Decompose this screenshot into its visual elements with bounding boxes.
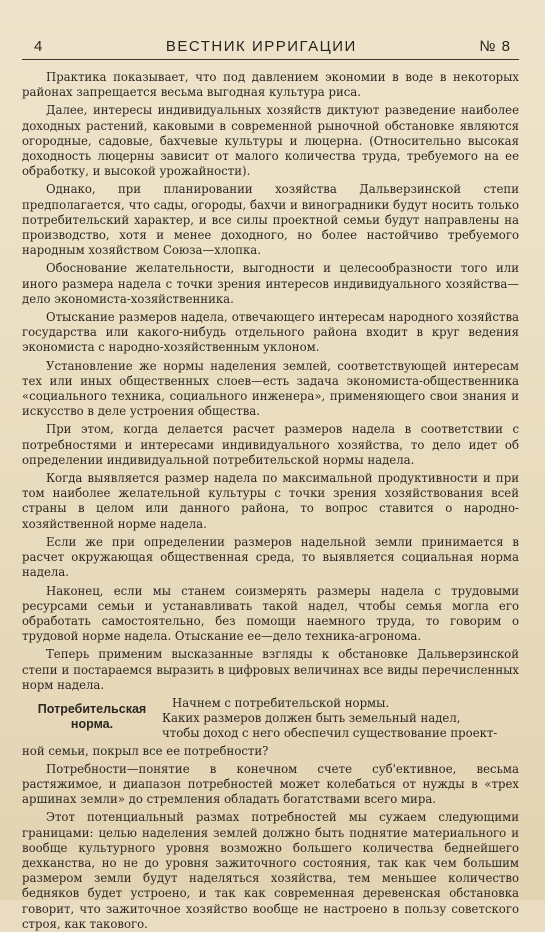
paragraph: Отыскание размеров надела, отвечающего интересам народного хозяйства государства или какого-нибудь отдельного района входит в круг ведения экономиста с народно-хозяйственным уклоном. (22, 310, 519, 355)
issue-number: № 8 (479, 38, 511, 55)
section-continuation (22, 744, 519, 932)
paragraph: Теперь применим высказанные взгляды к обстановке Дальверзинской степи и постараемся выразить в цифровых величинах все виды перечисленных норм надела. (22, 647, 519, 692)
paragraph: Далее, интересы индивидуальных хозяйств диктуют разведение наиболее доходных растений, каковыми в современной рыночной обстановке являются огородные, садовые, бахчевые культуры и люцерна. (Относительно высокая доходность люцерны зависит от малого количества труда, требуемого на ее обработку, и высокой урожайности). (22, 103, 519, 179)
paragraph: Однако, при планировании хозяйства Дальверзинской степи предполагается, что сады, огороды, бахчи и виноградники будут носить только потребительский характер, и все силы проектной семьи будут направлены на производство, хотя и менее доходного, но более настойчиво требуемого народным хозяйством Союза—хлопка. (22, 182, 519, 258)
side-line: Начнем с потребительской нормы. (172, 695, 390, 710)
page-number: 4 (34, 38, 44, 55)
paragraph: Этот потенциальный размах потребностей мы сужаем следующими границами: целью наделения землей должно быть поднятие материального и вообще культурного уровня возможно большего количества беднейшего дехканства, но не до уровня зажиточного состояния, так как чем большим размером земли будут наделяться хозяйства, тем меньшее количество бедняков будет устроено, и так как современная деревенская обстановка говорит, что зажиточное хозяйство вообще не настроено в пользу советского строя, как такового. (22, 810, 519, 931)
article-body (22, 70, 519, 932)
paragraph: Если же при определении размеров надельной земли принимается в расчет окружающая общественная среда, то выявляется социальная норма надела. (22, 534, 519, 580)
page-header (22, 38, 519, 60)
journal-title: ВЕСТНИК ИРРИГАЦИИ (165, 38, 357, 55)
section-consumer-norm (22, 696, 519, 742)
paragraph: Обоснование желательности, выгодности и целесообразности того или иного размера надела с точки зрения интересов индивидуального хозяйства—дело экономиста-хозяйственника. (22, 261, 519, 306)
side-line: чтобы доход с него обеспечил существование проект- (162, 726, 498, 741)
paragraph: Когда выявляется размер надела по максимальной продуктивности и при том наиболее желательной культуры с точки зрения хозяйствования всей страны в целом или данного района, то вопрос ставится о народно-хозяйственной норме надела. (22, 471, 519, 531)
paragraph: Потребности—понятие в конечном счете суб'ективное, весьма растяжимое, и диапазон потребностей может колебаться от нужды в «трех аршинах земли» до стремления обладать богатствами всего мира. (22, 761, 519, 807)
paragraph: Практика показывает, что под давлением экономии в воде в некоторых районах запрещается весьма выгодная культура риса. (22, 70, 519, 100)
paragraph: ной семьи, покрыл все ее потребности? (22, 743, 269, 758)
section-heading: Потребительская норма. (37, 701, 147, 731)
paragraph: Установление же нормы наделения землей, соответствующей интересам тех или иных общественных слоев—есть задача экономиста-общественника «социального техника, социального инженера», применяющего свои знания и искусство в деле устроения общества. (22, 358, 519, 419)
section-side-text (162, 696, 519, 742)
paragraph: Наконец, если мы станем соизмерять размеры надела с трудовыми ресурсами семьи и устанавливать такой надел, чтобы семья могла его обработать самостоятельно, без помощи наемного труда, то говорим о трудовой норме надела. Отыскание ее—дело техника-агронома. (22, 583, 519, 644)
paragraph: При этом, когда делается расчет размеров надела в соответствии с потребностями и интересами индивидуального хозяйства, то дело идет об определении индивидуальной потребительской нормы надела. (22, 422, 519, 467)
side-line: Каких размеров должен быть земельный надел, (162, 711, 461, 726)
